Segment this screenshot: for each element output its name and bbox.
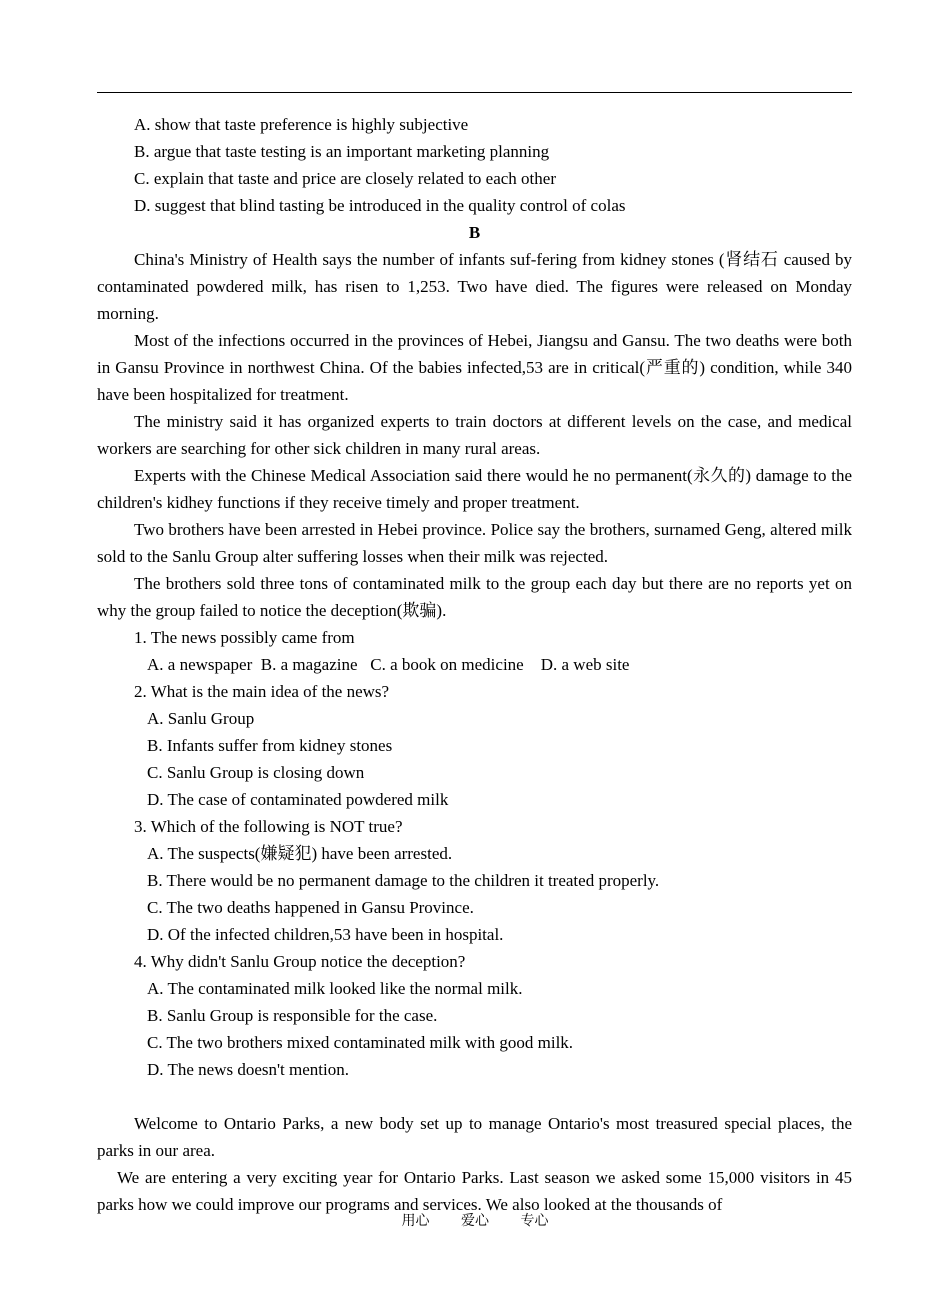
passage-b xyxy=(97,246,852,624)
question-stem: 2. What is the main idea of the news? xyxy=(134,682,390,701)
section-heading: B xyxy=(468,223,481,242)
option-line: A. show that taste preference is highly subjective xyxy=(134,115,469,134)
question-stem: 4. Why didn't Sanlu Group notice the deception? xyxy=(134,952,466,971)
paragraph: Welcome to Ontario Parks, a new body set up to manage Ontario's most treasured special places, the parks in our area. xyxy=(97,1114,852,1160)
paragraph: The brothers sold three tons of contaminated milk to the group each day but there are no reports yet on why the group failed to notice the deception(欺骗). xyxy=(97,574,852,620)
question-option: C. Sanlu Group is closing down xyxy=(147,763,365,782)
question-option: D. The news doesn't mention. xyxy=(147,1060,349,1079)
question-options: A. a newspaper B. a magazine C. a book on medicine D. a web site xyxy=(147,655,630,674)
question-option: D. The case of contaminated powdered milk xyxy=(147,790,449,809)
question-option: B. Infants suffer from kidney stones xyxy=(147,736,393,755)
header-rule xyxy=(97,92,852,93)
passage-c xyxy=(97,1110,852,1218)
question-option: A. Sanlu Group xyxy=(147,709,255,728)
paragraph: Two brothers have been arrested in Hebei province. Police say the brothers, surnamed Geng, altered milk sold to the Sanlu Group alter suffering losses when their milk was rejected. xyxy=(97,520,852,566)
paragraph: Experts with the Chinese Medical Association said there would he no permanent(永久的) damage to the children's kidhey functions if they receive timely and proper treatment. xyxy=(97,466,852,512)
question-stem: 3. Which of the following is NOT true? xyxy=(134,817,403,836)
paragraph: The ministry said it has organized experts to train doctors at different levels on the case, and medical workers are searching for other sick children in many rural areas. xyxy=(97,412,852,458)
question-4 xyxy=(97,948,852,1083)
page-footer xyxy=(0,1212,950,1232)
footer-motto: 爱心 xyxy=(461,1214,489,1229)
footer-motto: 专心 xyxy=(520,1214,549,1229)
question-option: C. The two brothers mixed contaminated milk with good milk. xyxy=(147,1033,574,1052)
document-body xyxy=(97,111,852,1218)
question-1 xyxy=(97,624,852,678)
question-option: A. The contaminated milk looked like the normal milk. xyxy=(147,979,523,998)
paragraph: We are entering a very exciting year for Ontario Parks. Last season we asked some 15,000 visitors in 45 parks how we could improve our programs and services. We also looked at the thousands of xyxy=(97,1168,852,1214)
question-option: C. The two deaths happened in Gansu Province. xyxy=(147,898,474,917)
question-option: D. Of the infected children,53 have been in hospital. xyxy=(147,925,504,944)
question-stem: 1. The news possibly came from xyxy=(134,628,355,647)
paragraph: China's Ministry of Health says the number of infants suf-fering from kidney stones (肾结石 caused by contaminated powdered milk, has risen to 1,253. Two have died. The figures were released on Monday morning. xyxy=(97,250,852,323)
option-line: C. explain that taste and price are closely related to each other xyxy=(134,169,556,188)
question-option: A. The suspects(嫌疑犯) have been arrested. xyxy=(147,844,453,863)
question-option: B. Sanlu Group is responsible for the case. xyxy=(147,1006,438,1025)
footer-motto: 用心 xyxy=(401,1214,430,1229)
spacer xyxy=(97,1083,852,1110)
option-line: D. suggest that blind tasting be introduced in the quality control of colas xyxy=(134,196,626,215)
option-line: B. argue that taste testing is an important marketing planning xyxy=(134,142,550,161)
paragraph: Most of the infections occurred in the provinces of Hebei, Jiangsu and Gansu. The two deaths were both in Gansu Province in northwest China. Of the babies infected,53 are in critical(严重的) condition, while 340 have been hospitalized for treatment. xyxy=(97,331,852,404)
question-2 xyxy=(97,678,852,813)
question-option: B. There would be no permanent damage to the children it treated properly. xyxy=(147,871,660,890)
prev-question-options xyxy=(97,111,852,219)
question-3 xyxy=(97,813,852,948)
